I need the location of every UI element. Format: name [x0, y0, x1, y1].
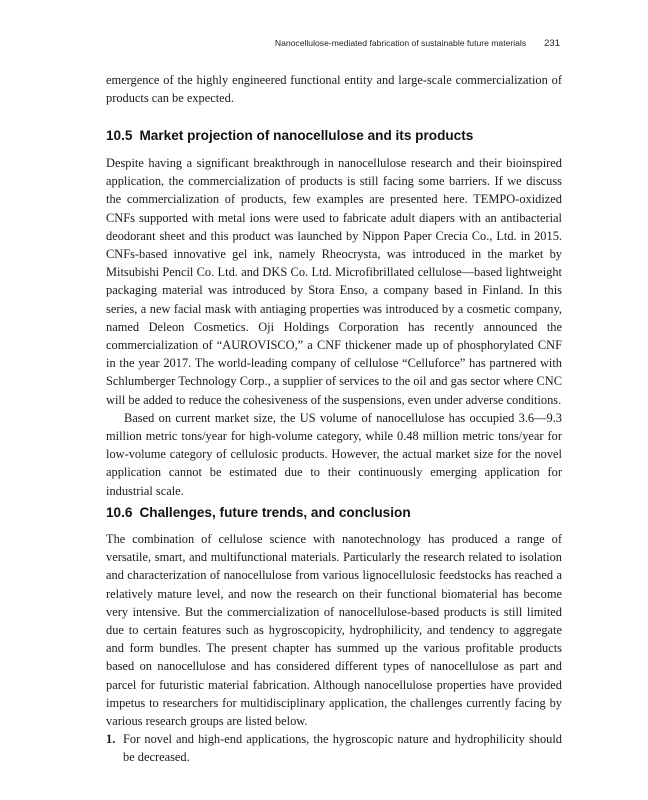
list-item-text: For novel and high-end applications, the hygroscopic nature and hydrophilicity should be decreased. [123, 732, 562, 765]
running-title: Nanocellulose-mediated fabrication of sustainable future materials [274, 38, 527, 48]
paragraph: Based on current market size, the US volume of nanocellulose has occupied 3.6—9.3 million metric tons/year for high-volume category, while 0.48 million metric tons/year for low-volume category of cellulosic products. However, the actual market size for the novel application cannot be estimated due to their continuously emerging application for industrial scale. [106, 410, 562, 498]
section-heading-10-5 [106, 127, 562, 145]
intro-paragraph: emergence of the highly engineered functional entity and large-scale commercialization of products can be expected. [106, 73, 562, 106]
section-title: Market projection of nanocellulose and its products [139, 128, 474, 143]
paragraph: The combination of cellulose science with nanotechnology has produced a range of versatile, smart, and multifunctional materials. Particularly the research related to isolation and characterization of nanocellulose from various lignocellulosic feedstocks has reached a relatively mature level, and now the research on their functional biomaterial has become very intensive. But the commercialization of nanocellulose-based products is still limited due to certain features such as hygroscopicity, hydrophilicity, and tendency to aggregate and form bundles. The present chapter has summed up the various profitable products based on nanocellulose and has considered different types of nanocellulose as part and parcel for futuristic material fabrication. Although nanocellulose properties have provided impetus to researchers for multidisciplinary application, the challenges currently facing by various research groups are listed below. [106, 532, 562, 729]
section-10-6-body [106, 530, 562, 767]
list-marker: 1. [106, 732, 116, 747]
page-number: 231 [544, 38, 560, 49]
section-number: 10.5 [106, 128, 133, 143]
section-10-5-body [106, 154, 562, 500]
running-header [108, 38, 560, 49]
section-number: 10.6 [106, 505, 133, 520]
section-heading-10-6 [106, 504, 562, 522]
section-title: Challenges, future trends, and conclusion [139, 505, 411, 520]
paragraph: Despite having a significant breakthrough in nanocellulose research and their bioinspired application, the commercialization of products is still facing some barriers. If we discuss the commercialization of products, few examples are presented here. TEMPO-oxidized CNFs supported with metal ions were used to fabricate adult diapers with an antibacterial deodorant sheet and this product was launched by Nippon Paper Crecia Co., Ltd. in 2015. CNFs-based innovative gel ink, namely Rheocrysta, was introduced in the market by Mitsubishi Pencil Co. Ltd. and DKS Co. Ltd. Microfibrillated cellulose—based lightweight packaging material was introduced by Stora Enso, a company based in Finland. In this series, a new facial mask with antiaging properties was introduced by a cosmetic company, named Deleon Cosmetics. Oji Holdings Corporation has recently announced the commercialization of “AUROVISCO,” a CNF thickener made up of phosphorylated CNF in the year 2017. The world-leading company of cellulose “Celluforce” has partnered with Schlumberger Technology Corp., a supplier of services to the oil and gas sector where CNC will be added to reduce the cohesiveness of the suspensions, even under adverse conditions. [106, 156, 562, 407]
list-item [106, 730, 562, 766]
